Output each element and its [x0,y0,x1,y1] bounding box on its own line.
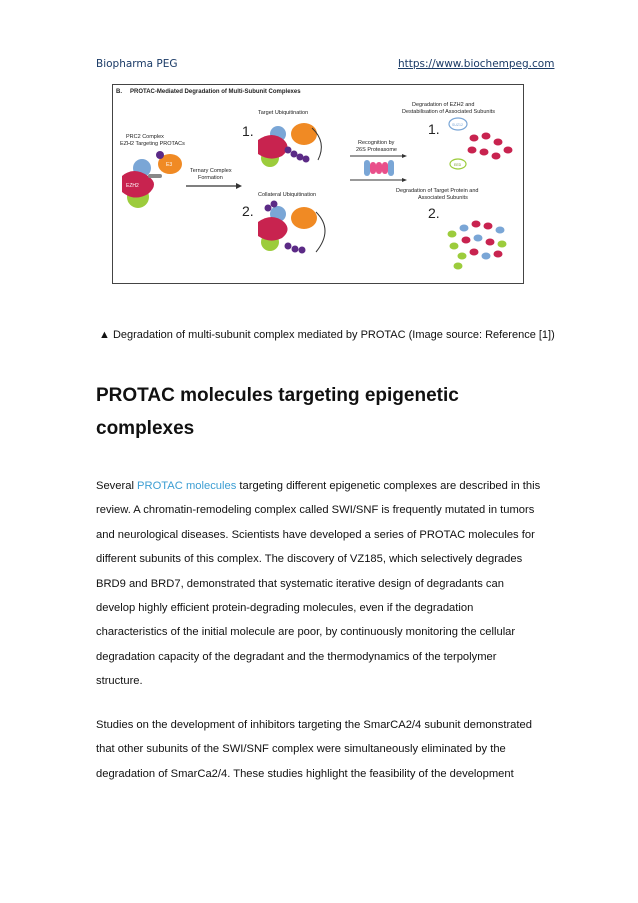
paragraph-2: Studies on the development of inhibitors targeting the SmarCA2/4 subunit demonstrated that other subunits of the SWI/SNF complex were simultaneously eliminated by the degradation of SmarCa2/4. These studies highlight the feasibility of the development [96,719,532,780]
step1-e3 [291,123,317,145]
result1-frag-3 [494,139,503,146]
result2-line2: Associated Subunits [418,195,468,201]
paragraph-1-body: targeting different epigenetic complexes are described in this review. A chromatin-remodeling complex called SWI/SNF is frequently mutated in tumors and neurological diseases. Scientists have developed a series of PROTAC molecules for different subunits of this complex. The discovery of VZ185, which selectively degrades BRD9 and BRD7, demonstrated that systematic iterative design of degradants can develop highly efficient protein-degrading molecules, even if the degradation characteristics of the initial molecule are poor, by continuously monitoring the cellular degradation capacity of the degradant and the thermodynamics of the terpolymer structure. [96,480,541,688]
step2-ub-1 [271,201,278,208]
result1-eed-label: EED [454,163,462,167]
figure-caption: ▲ Degradation of multi-subunit complex mediated by PROTAC (Image source: Reference [1]) [99,329,555,341]
result2-number: 2. [428,205,440,221]
step1-number: 1. [242,123,254,139]
prc2-label-line2: EZH2 Targeting PROTACs [120,141,185,147]
result2-frag-4 [484,223,493,230]
result2-frag-13 [482,253,491,260]
step1-title: Target Ubiquitination [258,110,309,116]
protac-linker [148,174,162,178]
result1-frag-7 [504,147,513,154]
result1-number: 1. [428,121,440,137]
recognition-line1: Recognition by [358,140,395,146]
result2-frag-15 [454,263,463,270]
result1-line2: Destabilisation of Associated Subunits [402,109,495,115]
ternary-line2: Formation [198,175,223,181]
ubiquitin-dot [156,151,164,159]
result2-frag-11 [458,253,467,260]
protac-molecules-link[interactable]: PROTAC molecules [137,480,237,492]
step2-title: Collateral Ubiquitination [258,192,317,198]
result1-frag-6 [492,153,501,160]
result2-frag-3 [472,221,481,228]
proteasome [364,160,394,176]
figure-panel-title: PROTAC-Mediated Degradation of Multi-Subunit Complexes [130,89,301,95]
result2-frag-14 [494,251,503,258]
result2-frag-1 [448,231,457,238]
result2-frag-7 [462,237,471,244]
step2-ub-4 [292,246,299,253]
result2-frag-2 [460,225,469,232]
result2-frag-9 [486,239,495,246]
result1-suz12-label: SUZ12 [452,123,463,127]
result2-frag-8 [474,235,483,242]
step2-ub-5 [299,247,306,254]
recognition-line2: 26S Proteasome [356,147,397,153]
step2-ub-3 [285,243,292,250]
result1-frag-2 [482,133,491,140]
result1-line1: Degradation of EZH2 and [412,102,475,108]
step1-ub-4 [303,156,310,163]
e3-label: E3 [166,162,173,168]
paragraph-1 [96,474,546,694]
result2-frag-10 [498,241,507,248]
section-heading: PROTAC molecules targeting epigenetic complexes [96,385,459,439]
step1-ub-2 [291,151,298,158]
result1-frag-4 [468,147,477,154]
proteasome-cap-left [364,160,370,176]
result2-frag-6 [450,243,459,250]
paragraph-1-intro: Several [96,480,138,492]
prc2-label-line1: PRC2 Complex [126,134,164,140]
step1-ub-3 [297,154,304,161]
proteasome-ring-2 [376,162,382,174]
proteasome-ring-1 [370,162,376,174]
result2-line1: Degradation of Target Protein and [396,188,479,194]
protac-figure [112,84,524,284]
header-url-link[interactable]: https://www.biochempeg.com [398,58,555,70]
ternary-line1: Ternary Complex [190,168,232,174]
result2-frag-12 [470,249,479,256]
ezh2-label: EZH2 [126,183,139,189]
step2-e3 [291,207,317,229]
figure-panel-label: B. [116,89,122,95]
header-site-name: Biopharma PEG [96,58,178,70]
step2-ub-2 [265,205,272,212]
result2-frag-5 [496,227,505,234]
proteasome-ring-3 [382,162,388,174]
step2-number: 2. [242,203,254,219]
result1-frag-1 [470,135,479,142]
step1-ub-1 [285,147,292,154]
result1-frag-5 [480,149,489,156]
proteasome-cap-right [388,160,394,176]
